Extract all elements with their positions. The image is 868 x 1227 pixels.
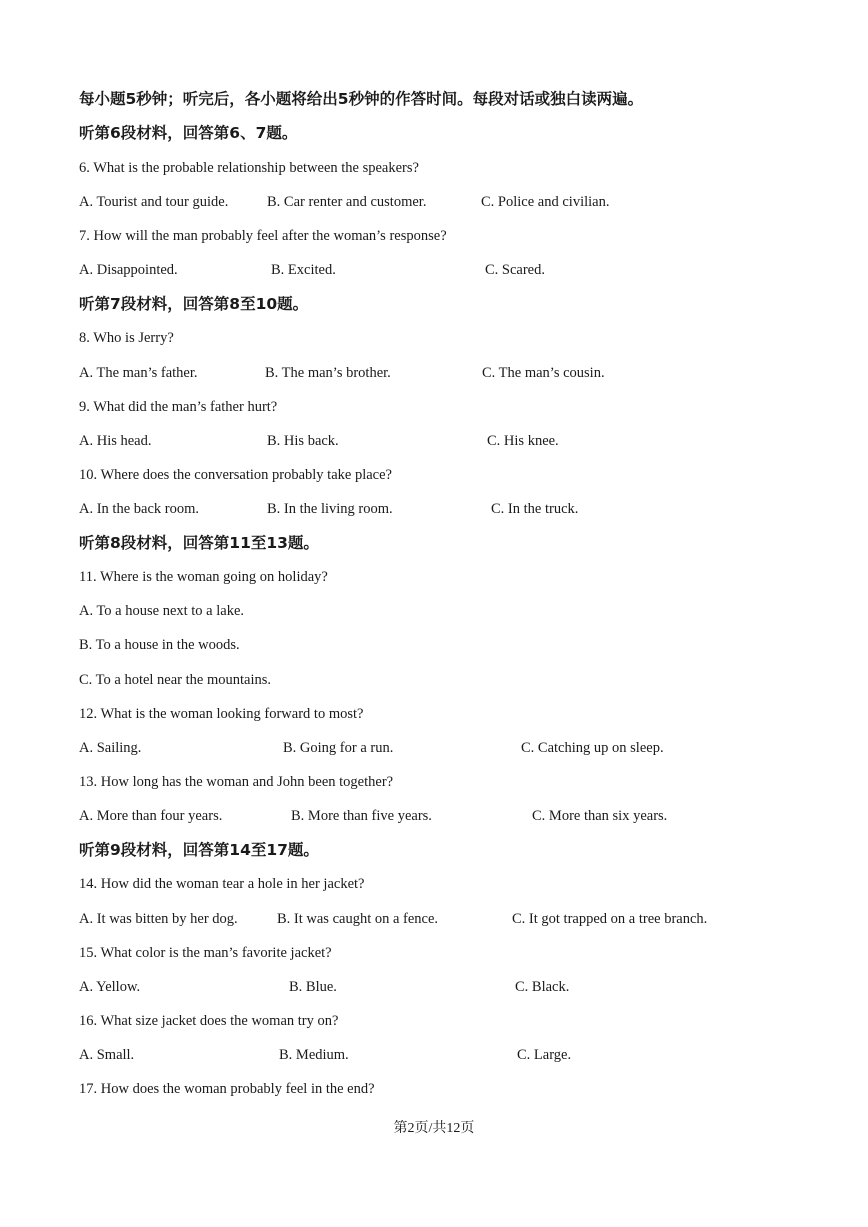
question-11-option-b: B. To a house in the woods. xyxy=(79,637,240,653)
question-9-option-a: A. His head. xyxy=(79,433,152,449)
question-8-option-a: A. The man’s father. xyxy=(79,365,198,381)
question-11-stem: 11. Where is the woman going on holiday? xyxy=(79,569,328,585)
question-12-option-c: C. Catching up on sleep. xyxy=(521,740,664,756)
section-heading-6: 听第6段材料，回答第6、7题。 xyxy=(79,124,298,142)
question-7-option-c: C. Scared. xyxy=(485,262,545,278)
question-11-option-c: C. To a hotel near the mountains. xyxy=(79,672,272,688)
section-heading-8: 听第8段材料，回答第11至13题。 xyxy=(79,534,319,552)
question-15-option-a: A. Yellow. xyxy=(79,979,141,995)
question-10-option-c: C. In the truck. xyxy=(491,501,579,517)
question-8-option-b: B. The man’s brother. xyxy=(265,365,391,381)
question-6-option-b: B. Car renter and customer. xyxy=(267,194,427,210)
question-10-stem: 10. Where does the conversation probably take place? xyxy=(79,467,392,483)
question-7-option-b: B. Excited. xyxy=(271,262,336,278)
question-6-stem: 6. What is the probable relationship between the speakers? xyxy=(79,160,419,176)
question-12-option-a: A. Sailing. xyxy=(79,740,142,756)
question-16-option-b: B. Medium. xyxy=(279,1047,349,1063)
question-9-option-c: C. His knee. xyxy=(487,433,559,449)
question-9-stem: 9. What did the man’s father hurt? xyxy=(79,399,278,415)
question-9-option-b: B. His back. xyxy=(267,433,339,449)
question-13-option-b: B. More than five years. xyxy=(291,808,432,824)
section-heading-9: 听第9段材料，回答第14至17题。 xyxy=(79,841,319,859)
question-12-stem: 12. What is the woman looking forward to most? xyxy=(79,706,364,722)
question-6-option-a: A. Tourist and tour guide. xyxy=(79,194,229,210)
page-number-footer: 第2页/共12页 xyxy=(393,1121,475,1136)
question-15-option-c: C. Black. xyxy=(515,979,570,995)
question-16-option-c: C. Large. xyxy=(517,1047,572,1063)
question-7-stem: 7. How will the man probably feel after the woman’s response? xyxy=(79,228,447,244)
question-13-stem: 13. How long has the woman and John been together? xyxy=(79,774,394,790)
intro-instruction: 每小题5秒钟；听完后，各小题将给出5秒钟的作答时间。每段对话或独白读两遍。 xyxy=(79,90,644,108)
question-12-option-b: B. Going for a run. xyxy=(283,740,394,756)
section-heading-7: 听第7段材料，回答第8至10题。 xyxy=(79,295,309,313)
question-10-option-b: B. In the living room. xyxy=(267,501,393,517)
question-15-option-b: B. Blue. xyxy=(289,979,337,995)
question-15-stem: 15. What color is the man’s favorite jacket? xyxy=(79,945,332,961)
question-14-option-a: A. It was bitten by her dog. xyxy=(79,911,238,927)
question-7-option-a: A. Disappointed. xyxy=(79,262,178,278)
question-8-stem: 8. Who is Jerry? xyxy=(79,330,174,346)
question-8-option-c: C. The man’s cousin. xyxy=(482,365,605,381)
question-6-option-c: C. Police and civilian. xyxy=(481,194,610,210)
question-16-option-a: A. Small. xyxy=(79,1047,135,1063)
question-16-stem: 16. What size jacket does the woman try on? xyxy=(79,1013,339,1029)
question-13-option-a: A. More than four years. xyxy=(79,808,223,824)
question-11-option-a: A. To a house next to a lake. xyxy=(79,603,245,619)
question-10-option-a: A. In the back room. xyxy=(79,501,199,517)
question-14-stem: 14. How did the woman tear a hole in her jacket? xyxy=(79,876,365,892)
question-13-option-c: C. More than six years. xyxy=(532,808,668,824)
question-17-stem: 17. How does the woman probably feel in the end? xyxy=(79,1081,375,1097)
question-14-option-c: C. It got trapped on a tree branch. xyxy=(512,911,708,927)
question-14-option-b: B. It was caught on a fence. xyxy=(277,911,439,927)
